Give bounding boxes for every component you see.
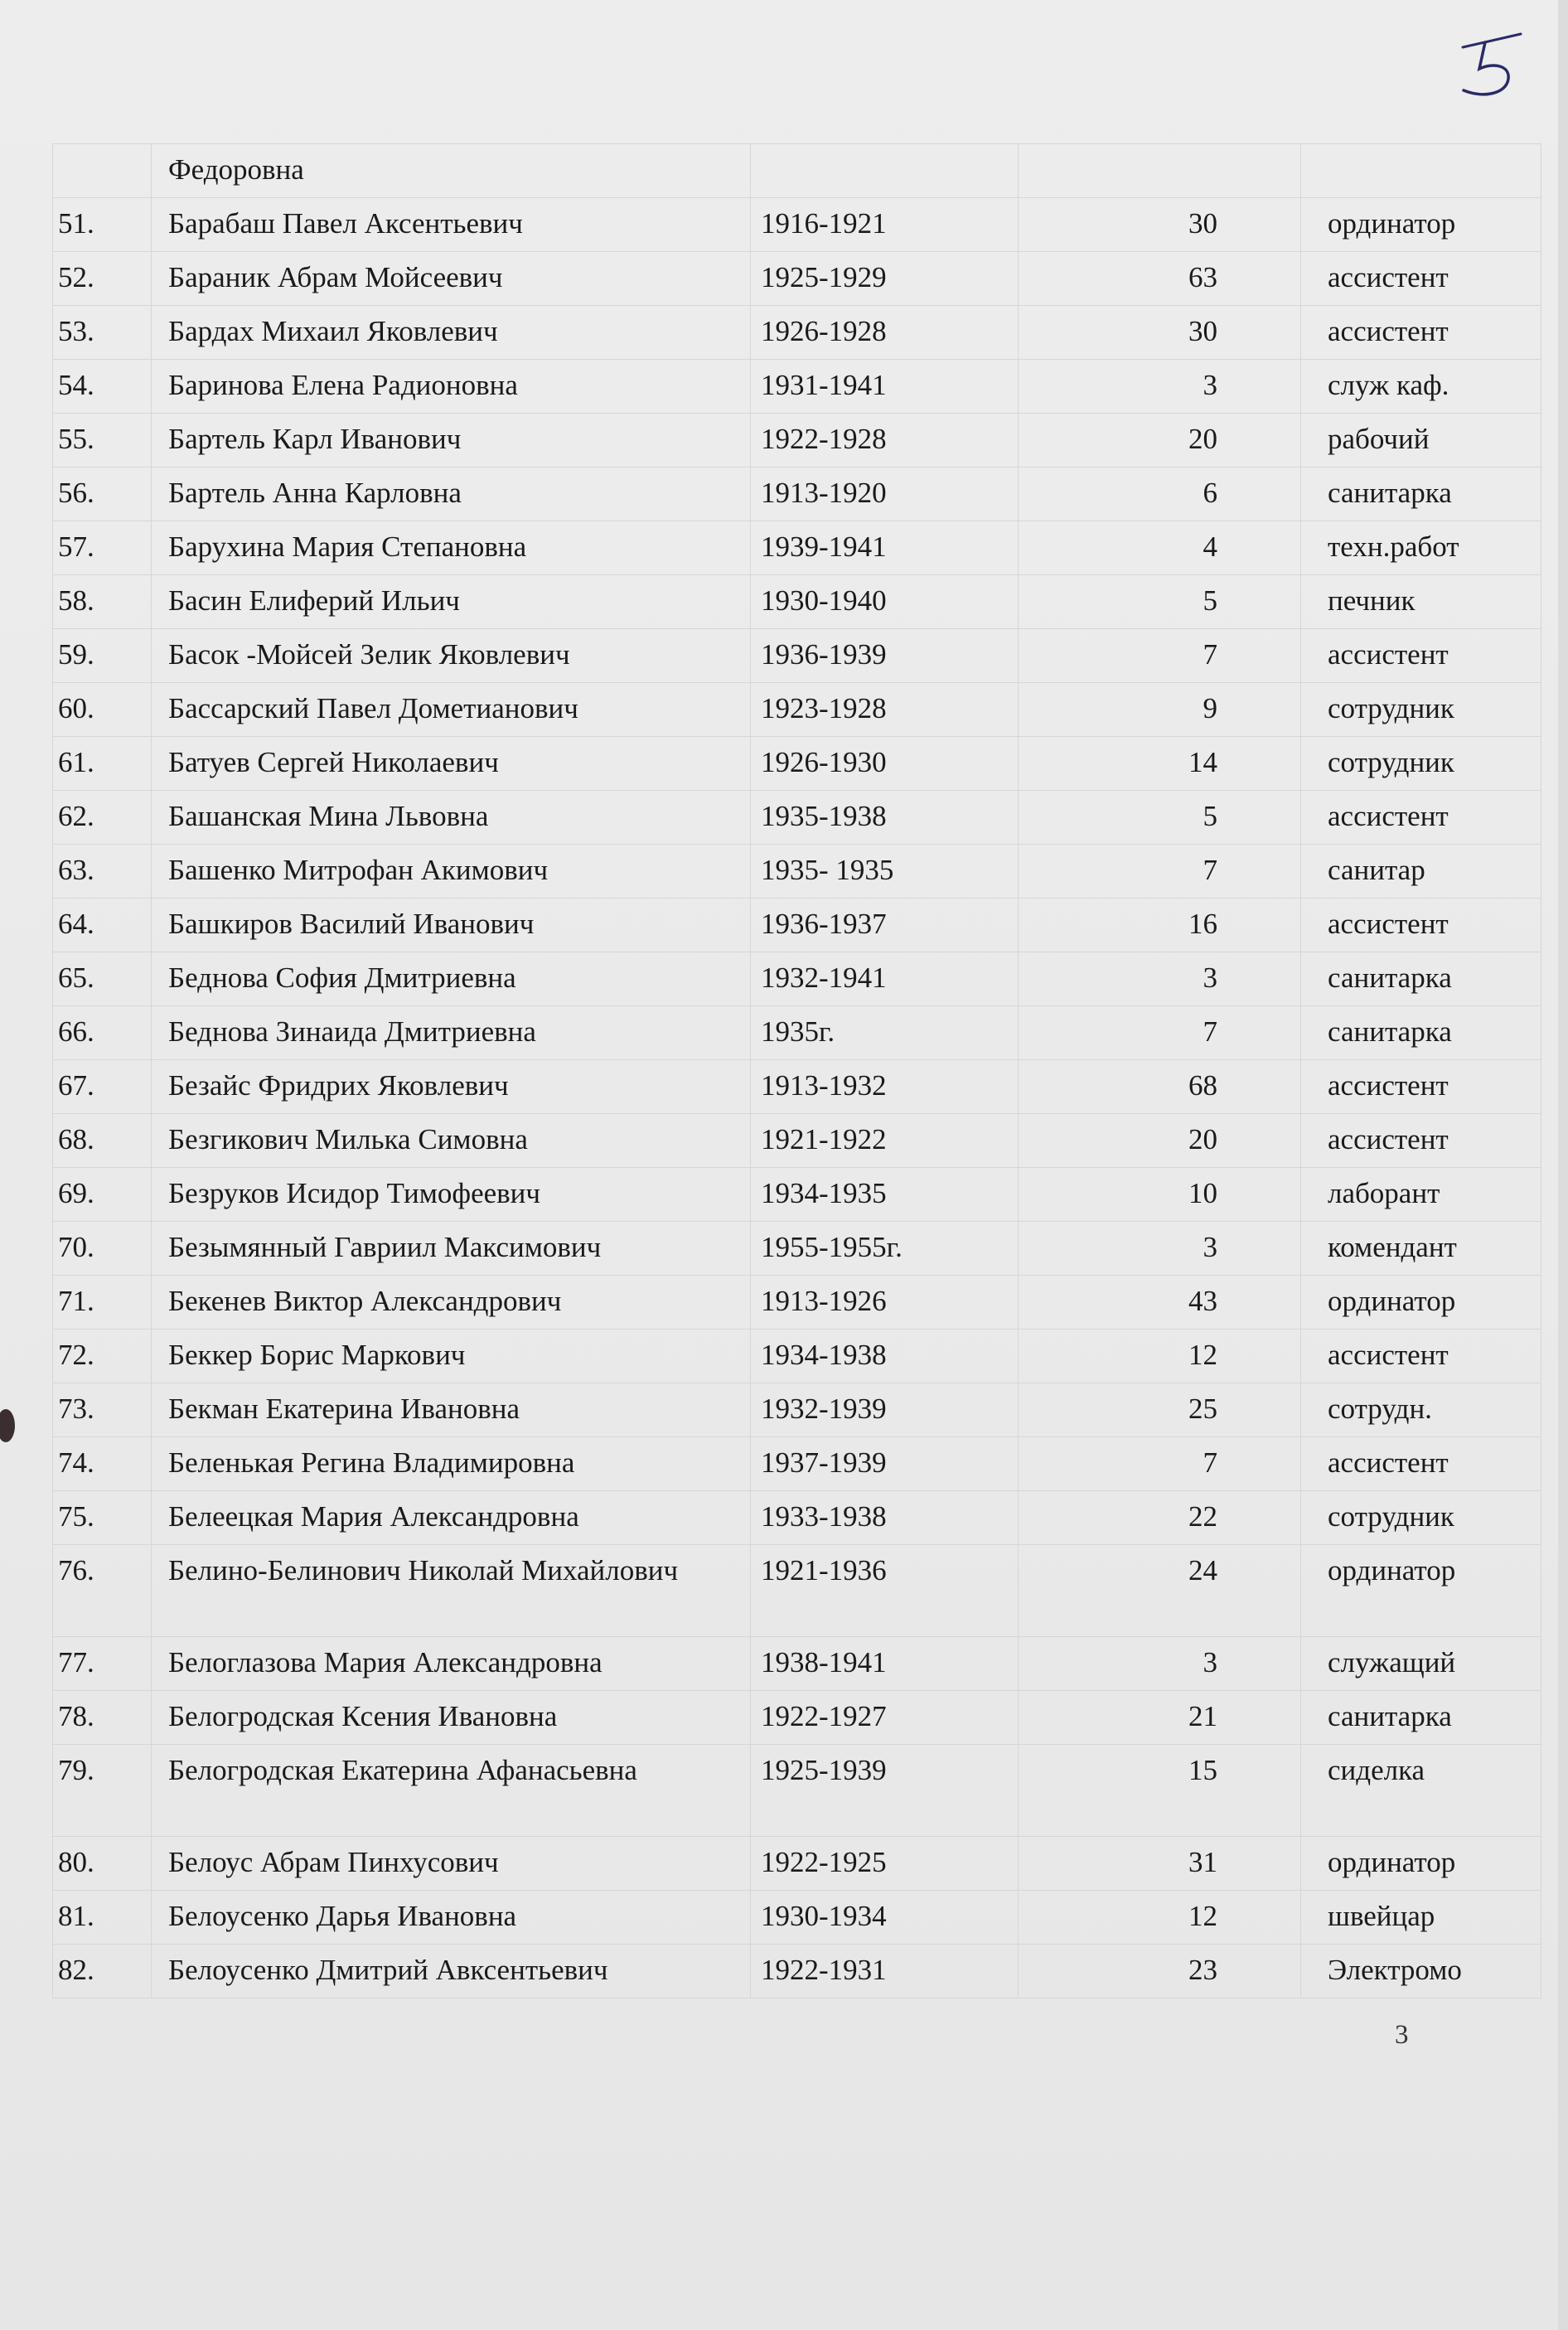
years-range: 1913-1926 [751,1276,1019,1330]
position-title: санитарка [1301,1691,1541,1745]
person-name: Бекман Екатерина Ивановна [152,1383,751,1437]
row-number: 82. [53,1945,152,1998]
years-range: 1935-1938 [751,791,1019,845]
count-value: 7 [1019,1437,1301,1491]
position-title: санитар [1301,845,1541,899]
position-title: сотрудник [1301,1491,1541,1545]
years-range: 1933-1938 [751,1491,1019,1545]
row-number: 64. [53,899,152,952]
table-row [53,521,1541,575]
years-range: 1921-1936 [751,1545,1019,1637]
row-number: 61. [53,737,152,791]
count-value: 63 [1019,252,1301,306]
count-value: 23 [1019,1945,1301,1998]
count-value: 20 [1019,1114,1301,1168]
row-number: 60. [53,683,152,737]
table-row [53,1545,1541,1637]
person-name: Башенко Митрофан Акимович [152,845,751,899]
count-value: 31 [1019,1837,1301,1891]
row-number: 63. [53,845,152,899]
years-range: 1938-1941 [751,1637,1019,1691]
row-number: 72. [53,1330,152,1383]
row-number: 67. [53,1060,152,1114]
count-value: 3 [1019,952,1301,1006]
person-name: Барабаш Павел Аксентьевич [152,198,751,252]
count-value: 30 [1019,198,1301,252]
table-row [53,1891,1541,1945]
table-row [53,360,1541,414]
years-range: 1932-1941 [751,952,1019,1006]
count-value: 9 [1019,683,1301,737]
count-value: 22 [1019,1491,1301,1545]
table-row [53,1745,1541,1837]
years-range: 1922-1931 [751,1945,1019,1998]
years-range: 1937-1939 [751,1437,1019,1491]
position-title: ассистент [1301,1437,1541,1491]
person-name: Белино-Белинович Николай Михайлович [152,1545,751,1637]
person-name: Безгикович Милька Симовна [152,1114,751,1168]
person-name: Бардах Михаил Яковлевич [152,306,751,360]
person-name: Бассарский Павел Дометианович [152,683,751,737]
count-value: 7 [1019,1006,1301,1060]
person-name: Беднова Зинаида Дмитриевна [152,1006,751,1060]
count-value: 15 [1019,1745,1301,1837]
years-range: 1925-1939 [751,1745,1019,1837]
count-value: 16 [1019,899,1301,952]
position-title: ординатор [1301,1837,1541,1891]
position-title: печник [1301,575,1541,629]
table-row [53,1383,1541,1437]
person-name: Басок -Мойсей Зелик Яковлевич [152,629,751,683]
count-value: 12 [1019,1330,1301,1383]
position-title: швейцар [1301,1891,1541,1945]
position-title: служ каф. [1301,360,1541,414]
years-range: 1931-1941 [751,360,1019,414]
table-row [53,306,1541,360]
person-name: Баринова Елена Радионовна [152,360,751,414]
count-value: 10 [1019,1168,1301,1222]
row-number: 81. [53,1891,152,1945]
person-name: Батуев Сергей Николаевич [152,737,751,791]
row-number: 52. [53,252,152,306]
row-number: 76. [53,1545,152,1637]
row-number: 79. [53,1745,152,1837]
count-value: 3 [1019,1222,1301,1276]
person-name: Беккер Борис Маркович [152,1330,751,1383]
row-number: 69. [53,1168,152,1222]
years-range: 1922-1925 [751,1837,1019,1891]
table-row [53,1437,1541,1491]
person-name: Белоус Абрам Пинхусович [152,1837,751,1891]
years-range [751,144,1019,198]
handwritten-page-mark [1442,29,1533,104]
count-value: 43 [1019,1276,1301,1330]
row-number [53,144,152,198]
count-value: 5 [1019,575,1301,629]
years-range: 1926-1930 [751,737,1019,791]
position-title: санитарка [1301,1006,1541,1060]
position-title: ассистент [1301,1114,1541,1168]
person-name: Белоглазова Мария Александровна [152,1637,751,1691]
table-row [53,1491,1541,1545]
years-range: 1955-1955г. [751,1222,1019,1276]
position-title: ординатор [1301,198,1541,252]
years-range: 1926-1928 [751,306,1019,360]
count-value: 7 [1019,629,1301,683]
years-range: 1932-1939 [751,1383,1019,1437]
table-row [53,845,1541,899]
row-number: 78. [53,1691,152,1745]
position-title: ординатор [1301,1276,1541,1330]
table-row [53,683,1541,737]
table-row [53,737,1541,791]
row-number: 80. [53,1837,152,1891]
count-value: 3 [1019,1637,1301,1691]
years-range: 1922-1927 [751,1691,1019,1745]
person-name: Башкиров Василий Иванович [152,899,751,952]
table-row [53,575,1541,629]
years-range: 1921-1922 [751,1114,1019,1168]
person-name: Федоровна [152,144,751,198]
count-value: 7 [1019,845,1301,899]
person-name: Белоусенко Дмитрий Авксентьевич [152,1945,751,1998]
person-name: Белоусенко Дарья Ивановна [152,1891,751,1945]
row-number: 70. [53,1222,152,1276]
person-name: Басин Елиферий Ильич [152,575,751,629]
person-name: Бараник Абрам Мойсеевич [152,252,751,306]
count-value: 68 [1019,1060,1301,1114]
position-title: техн.работ [1301,521,1541,575]
count-value: 25 [1019,1383,1301,1437]
table-row [53,899,1541,952]
row-number: 51. [53,198,152,252]
person-name: Бартель Анна Карловна [152,467,751,521]
years-range: 1935- 1935 [751,845,1019,899]
personnel-table [52,143,1541,1998]
row-number: 57. [53,521,152,575]
position-title: ассистент [1301,791,1541,845]
position-title: сиделка [1301,1745,1541,1837]
person-name: Безайс Фридрих Яковлевич [152,1060,751,1114]
row-number: 71. [53,1276,152,1330]
position-title: санитарка [1301,952,1541,1006]
person-name: Белеецкая Мария Александровна [152,1491,751,1545]
years-range: 1923-1928 [751,683,1019,737]
row-number: 74. [53,1437,152,1491]
person-name: Безруков Исидор Тимофеевич [152,1168,751,1222]
table-row [53,791,1541,845]
person-name: Башанская Мина Львовна [152,791,751,845]
person-name: Белогродская Ксения Ивановна [152,1691,751,1745]
person-name: Барухина Мария Степановна [152,521,751,575]
years-range: 1934-1935 [751,1168,1019,1222]
table-row [53,467,1541,521]
years-range: 1936-1937 [751,899,1019,952]
table-row [53,629,1541,683]
position-title: ассистент [1301,252,1541,306]
position-title: служащий [1301,1637,1541,1691]
years-range: 1925-1929 [751,252,1019,306]
years-range: 1916-1921 [751,198,1019,252]
table-row [53,1945,1541,1998]
years-range: 1930-1934 [751,1891,1019,1945]
position-title: сотрудн. [1301,1383,1541,1437]
table-row [53,198,1541,252]
years-range: 1936-1939 [751,629,1019,683]
position-title: сотрудник [1301,737,1541,791]
table-row [53,144,1541,198]
table-row [53,1637,1541,1691]
person-name: Бартель Карл Иванович [152,414,751,467]
years-range: 1934-1938 [751,1330,1019,1383]
row-number: 53. [53,306,152,360]
count-value: 20 [1019,414,1301,467]
count-value: 5 [1019,791,1301,845]
row-number: 55. [53,414,152,467]
table-row [53,1006,1541,1060]
count-value: 12 [1019,1891,1301,1945]
position-title: ассистент [1301,306,1541,360]
row-number: 62. [53,791,152,845]
position-title [1301,144,1541,198]
binder-hole [0,1409,15,1442]
person-name: Бекенев Виктор Александрович [152,1276,751,1330]
years-range: 1935г. [751,1006,1019,1060]
count-value: 4 [1019,521,1301,575]
page-number: 3 [1395,2020,1409,2050]
count-value [1019,144,1301,198]
position-title: рабочий [1301,414,1541,467]
row-number: 56. [53,467,152,521]
person-name: Беднова София Дмитриевна [152,952,751,1006]
position-title: сотрудник [1301,683,1541,737]
count-value: 14 [1019,737,1301,791]
row-number: 58. [53,575,152,629]
years-range: 1913-1932 [751,1060,1019,1114]
count-value: 30 [1019,306,1301,360]
years-range: 1922-1928 [751,414,1019,467]
person-name: Белогродская Екатерина Афанасьевна [152,1745,751,1837]
table-row [53,1168,1541,1222]
table-row [53,1330,1541,1383]
position-title: ассистент [1301,899,1541,952]
position-title: комендант [1301,1222,1541,1276]
count-value: 6 [1019,467,1301,521]
row-number: 75. [53,1491,152,1545]
row-number: 73. [53,1383,152,1437]
table-row [53,1222,1541,1276]
count-value: 21 [1019,1691,1301,1745]
table-row [53,1837,1541,1891]
table-row [53,1276,1541,1330]
row-number: 77. [53,1637,152,1691]
years-range: 1930-1940 [751,575,1019,629]
table-row [53,1691,1541,1745]
position-title: ассистент [1301,629,1541,683]
years-range: 1939-1941 [751,521,1019,575]
years-range: 1913-1920 [751,467,1019,521]
person-name: Безымянный Гавриил Максимович [152,1222,751,1276]
position-title: санитарка [1301,467,1541,521]
row-number: 65. [53,952,152,1006]
table-row [53,1114,1541,1168]
position-title: Электромо [1301,1945,1541,1998]
position-title: лаборант [1301,1168,1541,1222]
person-name: Беленькая Регина Владимировна [152,1437,751,1491]
row-number: 68. [53,1114,152,1168]
table-row [53,952,1541,1006]
row-number: 59. [53,629,152,683]
row-number: 54. [53,360,152,414]
table-row [53,1060,1541,1114]
position-title: ассистент [1301,1330,1541,1383]
row-number: 66. [53,1006,152,1060]
position-title: ординатор [1301,1545,1541,1637]
count-value: 3 [1019,360,1301,414]
table-row [53,252,1541,306]
count-value: 24 [1019,1545,1301,1637]
position-title: ассистент [1301,1060,1541,1114]
table-row [53,414,1541,467]
